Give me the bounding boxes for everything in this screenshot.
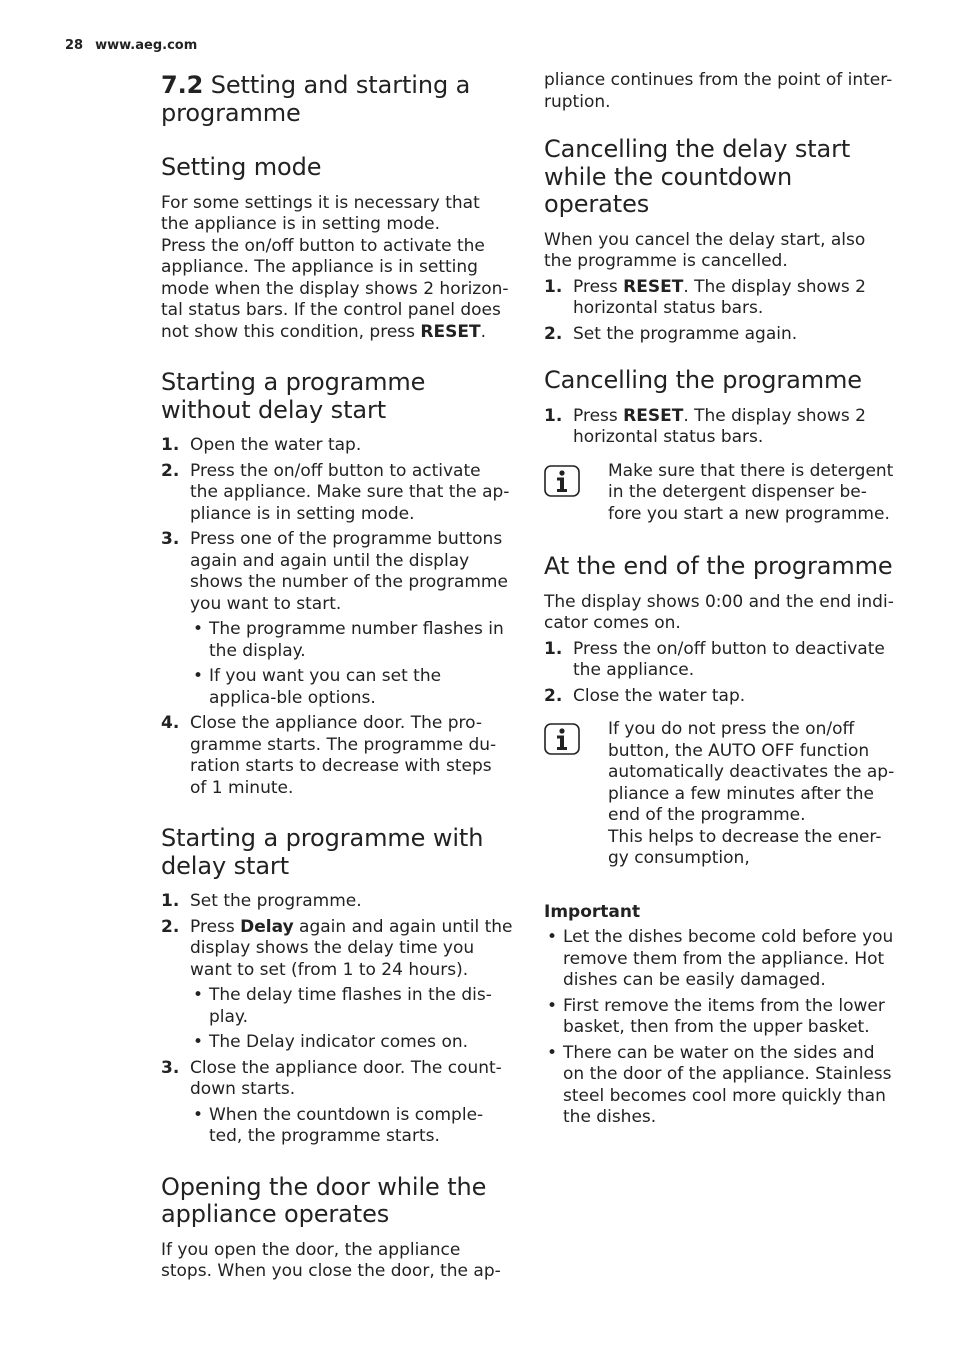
cancel-delay-paragraph: When you cancel the delay start, also the programme is cancelled. — [544, 229, 866, 271]
setting-mode-paragraph-1: For some settings it is necessary that the appliance is in setting mode. — [161, 192, 480, 234]
without-delay-heading: Starting a programme without delay start — [161, 368, 426, 424]
with-delay-heading: Starting a programme with delay start — [161, 824, 484, 880]
delay-label: Delay — [240, 916, 294, 937]
step-number: 2. — [544, 685, 563, 706]
bullet-item: • First remove the items from the lower basket, then from the upper basket. — [544, 996, 898, 1039]
step-text: Set the programme. — [190, 891, 362, 911]
opening-door-heading: Opening the door while the appliance operates — [161, 1172, 487, 1228]
step-bullets — [190, 985, 513, 1054]
left-column — [161, 68, 513, 1288]
list-item — [161, 917, 513, 1054]
step-number: 1. — [544, 405, 563, 426]
step-text: Press — [573, 276, 624, 297]
section-title-text: Setting and starting a programme — [161, 71, 471, 127]
reset-label: RESET — [623, 276, 684, 297]
step-text: Press — [573, 405, 624, 426]
step-number: 3. — [161, 529, 180, 549]
step-text: Set the programme again. — [573, 323, 798, 344]
without-delay-steps — [161, 435, 513, 799]
list-item — [161, 529, 513, 709]
list-item — [544, 406, 898, 449]
site-url: www.aeg.com — [95, 38, 198, 53]
step-text: Press — [190, 916, 241, 937]
step-number: 1. — [161, 435, 180, 455]
info-icon — [544, 465, 580, 497]
step-text: Open the water tap. — [190, 435, 362, 455]
step-number: 1. — [161, 891, 180, 911]
end-programme-steps — [544, 639, 898, 708]
step-text: Close the water tap. — [573, 685, 746, 706]
list-item — [161, 461, 513, 526]
setting-mode-paragraph-2 — [161, 236, 513, 344]
step-text: Close the appliance door. The count-down starts. — [190, 1057, 502, 1099]
list-item — [161, 435, 513, 457]
bullet-item: • The Delay indicator comes on. — [190, 1032, 513, 1054]
note-text: If you do not press the on/off button, the AUTO OFF function automatically deactivates the ap-pliance a few minutes after the end of the programme. — [608, 719, 895, 825]
step-number: 2. — [544, 323, 563, 344]
step-text: Press the on/off button to activate the appliance. Make sure that the ap-pliance is in setting mode. — [190, 460, 510, 524]
step-text: again and again until the display shows the delay time you want to set (from 1 to 24 hours). — [190, 916, 513, 980]
step-text: . The display shows 2 horizontal status bars. — [573, 276, 866, 318]
opening-door-paragraph: If you open the door, the appliance stops. When you close the door, the ap- — [161, 1239, 501, 1281]
list-item — [161, 891, 513, 913]
step-text: Close the appliance door. The pro-gramme starts. The programme du-ration starts to decrease with steps of 1 minute. — [190, 713, 497, 798]
important-bullets — [544, 927, 898, 1129]
setting-mode-text: Press the on/off button to activate the appliance. The appliance is in setting mode when the display shows 2 horizon-tal status bars. If the control panel does not show this condition, press — [161, 235, 509, 342]
note-text: This helps to decrease the ener-gy consumption, — [608, 826, 882, 868]
right-column — [544, 70, 898, 1133]
opening-door-paragraph-continued: pliance continues from the point of inter-ruption. — [544, 70, 893, 112]
bullet-item: • There can be water on the sides and on the door of the appliance. Stainless steel becomes cool more quickly than the dishes. — [544, 1043, 898, 1129]
step-number: 1. — [544, 638, 563, 659]
bullet-item: • The programme number flashes in the display. — [190, 619, 513, 662]
list-item — [161, 1058, 513, 1148]
reset-label: RESET — [623, 405, 684, 426]
step-text: Press one of the programme buttons again and again until the display shows the number of the programme you want to start. — [190, 529, 508, 614]
info-icon — [544, 723, 580, 755]
bullet-item: • If you want you can set the applica-ble options. — [190, 666, 513, 709]
end-programme-paragraph: The display shows 0:00 and the end indi-cator comes on. — [544, 591, 894, 633]
list-item — [544, 686, 898, 708]
list-item — [544, 324, 898, 346]
step-text: Press the on/off button to deactivate the appliance. — [573, 638, 885, 680]
bullet-item: • The delay time flashes in the dis-play. — [190, 985, 513, 1028]
cancel-delay-steps — [544, 277, 898, 346]
step-bullets — [190, 619, 513, 709]
detergent-note — [544, 461, 898, 526]
section-number: 7.2 — [161, 71, 204, 99]
section-title — [161, 72, 513, 127]
important-heading: Important — [544, 901, 641, 922]
cancel-delay-heading: Cancelling the delay start while the countdown operates — [544, 135, 851, 218]
step-number: 1. — [544, 276, 563, 297]
list-item — [544, 639, 898, 682]
reset-label: RESET — [420, 321, 481, 342]
step-number: 2. — [161, 916, 180, 937]
cancel-programme-heading: Cancelling the programme — [544, 366, 862, 394]
page-number: 28 — [65, 38, 84, 53]
cancel-programme-steps — [544, 406, 898, 449]
step-text: . The display shows 2 horizontal status bars. — [573, 405, 866, 447]
setting-mode-text-end: . — [480, 321, 486, 342]
step-number: 4. — [161, 713, 180, 733]
auto-off-note — [544, 719, 898, 870]
bullet-item: • When the countdown is comple-ted, the programme starts. — [190, 1105, 513, 1148]
list-item — [544, 277, 898, 320]
page-header — [65, 38, 197, 53]
step-number: 3. — [161, 1057, 180, 1078]
list-item — [161, 713, 513, 799]
step-number: 2. — [161, 460, 180, 481]
with-delay-steps — [161, 891, 513, 1148]
step-bullets — [190, 1105, 513, 1148]
end-programme-heading: At the end of the programme — [544, 552, 893, 580]
bullet-item: • Let the dishes become cold before you remove them from the appliance. Hot dishes can be easily damaged. — [544, 927, 898, 992]
setting-mode-heading: Setting mode — [161, 153, 322, 181]
note-text: Make sure that there is detergent in the detergent dispenser be-fore you start a new programme. — [608, 460, 894, 524]
